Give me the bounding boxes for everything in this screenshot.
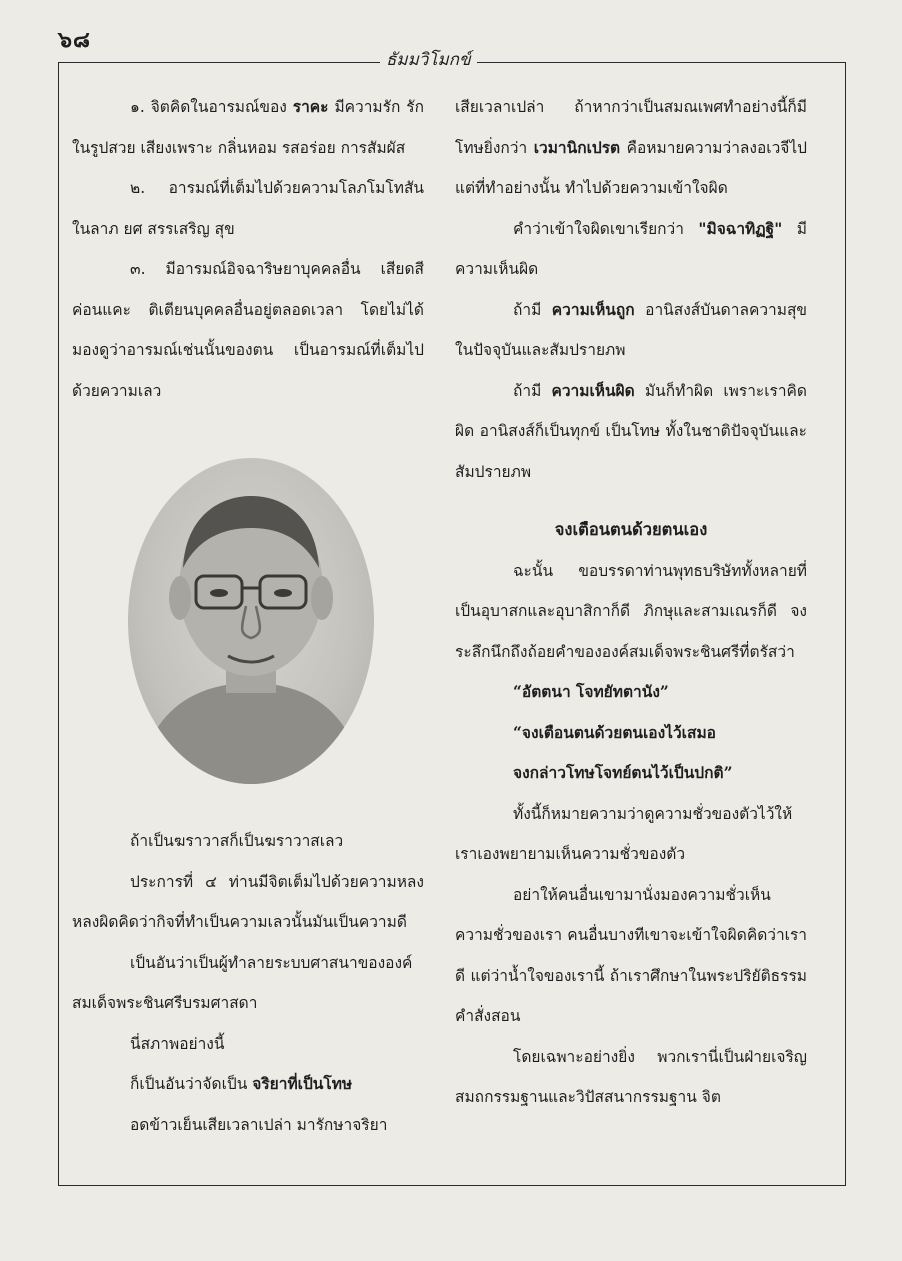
left-paragraph-8: ก็เป็นอันว่าจัดเป็น จริยาที่เป็นโทษ: [130, 1074, 353, 1093]
left-paragraph-2: ๒. อารมณ์ที่เต็มไปด้วยความโลภโมโทสัน ในลาภ ยศ สรรเสริญ สุข: [72, 179, 424, 238]
right-paragraph-4: ถ้ามี ความเห็นผิด มันก็ทำผิด เพราะเราคิดผิด อานิสงส์ก็เป็นทุกข์ เป็นโทษ ทั้งในชาติปัจจุบันและสัมปรายภพ: [455, 380, 807, 481]
quote-pali: “อัตตนา โจทยัทตานัง”: [513, 682, 669, 701]
left-paragraph-5: ประการที่ ๔ ท่านมีจิตเต็มไปด้วยความหลง หลงผิดคิดว่ากิจที่ทำเป็นความเลวนั้นมันเป็นความดี: [72, 872, 424, 931]
left-paragraph-6: เป็นอันว่าเป็นผู้ทำลายระบบศาสนาขององค์สมเด็จพระชินศรีบรมศาสดา: [72, 953, 413, 1012]
left-paragraph-3: ๓. มีอารมณ์อิจฉาริษยาบุคคลอื่น เสียดสี ค่อนแคะ ติเตียนบุคคลอื่นอยู่ตลอดเวลา โดยไม่ได้มองดูว่าอารมณ์เช่นนั้นของตน เป็นอารมณ์ที่เต็มไปด้วยความเลว: [72, 260, 424, 400]
right-paragraph-2: คำว่าเข้าใจผิดเขาเรียกว่า "มิจฉาทิฏฐิ" มีความเห็นผิด: [455, 218, 807, 278]
right-paragraph-1: เสียเวลาเปล่า ถ้าหากว่าเป็นสมณเพศทำอย่างนี้ก็มีโทษยิ่งกว่า เวมานิกเปรต คือหมายความว่าลงอเวจีไป แต่ที่ทำอย่างนั้น ทำไปด้วยความเข้าใจผิด: [455, 98, 807, 197]
quote-thai-line-2: จงกล่าวโทษโจทย์ตนไว้เป็นปกติ”: [513, 763, 733, 782]
right-paragraph-7: อย่าให้คนอื่นเขามานั่งมองความชั่วเห็นความชั่วของเรา คนอื่นบางทีเขาจะเข้าใจผิดคิดว่าเราดี แต่ว่าน้ำใจของเรานี้ ถ้าเราศึกษาในพระปริยัติธรรม คำสั่งสอน: [455, 885, 807, 1025]
quote-thai-line-1: “จงเตือนตนด้วยตนเองไว้เสมอ: [513, 722, 716, 742]
left-paragraph-4: ถ้าเป็นฆราวาสก็เป็นฆราวาสเลว: [130, 832, 344, 850]
right-paragraph-8: โดยเฉพาะอย่างยิ่ง พวกเรานี่เป็นฝ่ายเจริญสมถกรรมฐานและวิปัสสนากรรมฐาน จิต: [455, 1047, 807, 1106]
right-paragraph-5: ฉะนั้น ขอบรรดาท่านพุทธบริษัททั้งหลายที่เป็นอุบาสกและอุบาสิกาก็ดี ภิกษุและสามเณรก็ดี จงระลึกนึกถึงถ้อยคำขององค์สมเด็จพระชินศรีที่ตรัสว่า: [455, 561, 807, 661]
left-paragraph-9: อดข้าวเย็นเสียเวลาเปล่า มารักษาจริยา: [130, 1115, 388, 1134]
right-column: [455, 87, 807, 1118]
running-head: ธัมมวิโมกข์: [380, 46, 477, 73]
right-paragraph-6: ทั้งนี้ก็หมายความว่าดูความชั่วของตัวไว้ให้เราเองพยายามเห็นความชั่วของตัว: [455, 804, 793, 863]
right-paragraph-3: ถ้ามี ความเห็นถูก อานิสงส์บันดาลความสุขในปัจจุบันและสัมปรายภพ: [455, 299, 808, 359]
monk-portrait-photo: [128, 458, 374, 784]
portrait-illustration: [128, 458, 374, 784]
page-number: ๖๘: [58, 27, 91, 53]
left-paragraph-7: นี่สภาพอย่างนี้: [130, 1034, 225, 1053]
left-paragraph-1: ๑. จิตคิดในอารมณ์ของ ราคะ มีความรัก รักในรูปสวย เสียงเพราะ กลิ่นหอม รสอร่อย การสัมผัส: [72, 97, 424, 157]
section-heading: จงเตือนตนด้วยตนเอง: [554, 520, 708, 539]
